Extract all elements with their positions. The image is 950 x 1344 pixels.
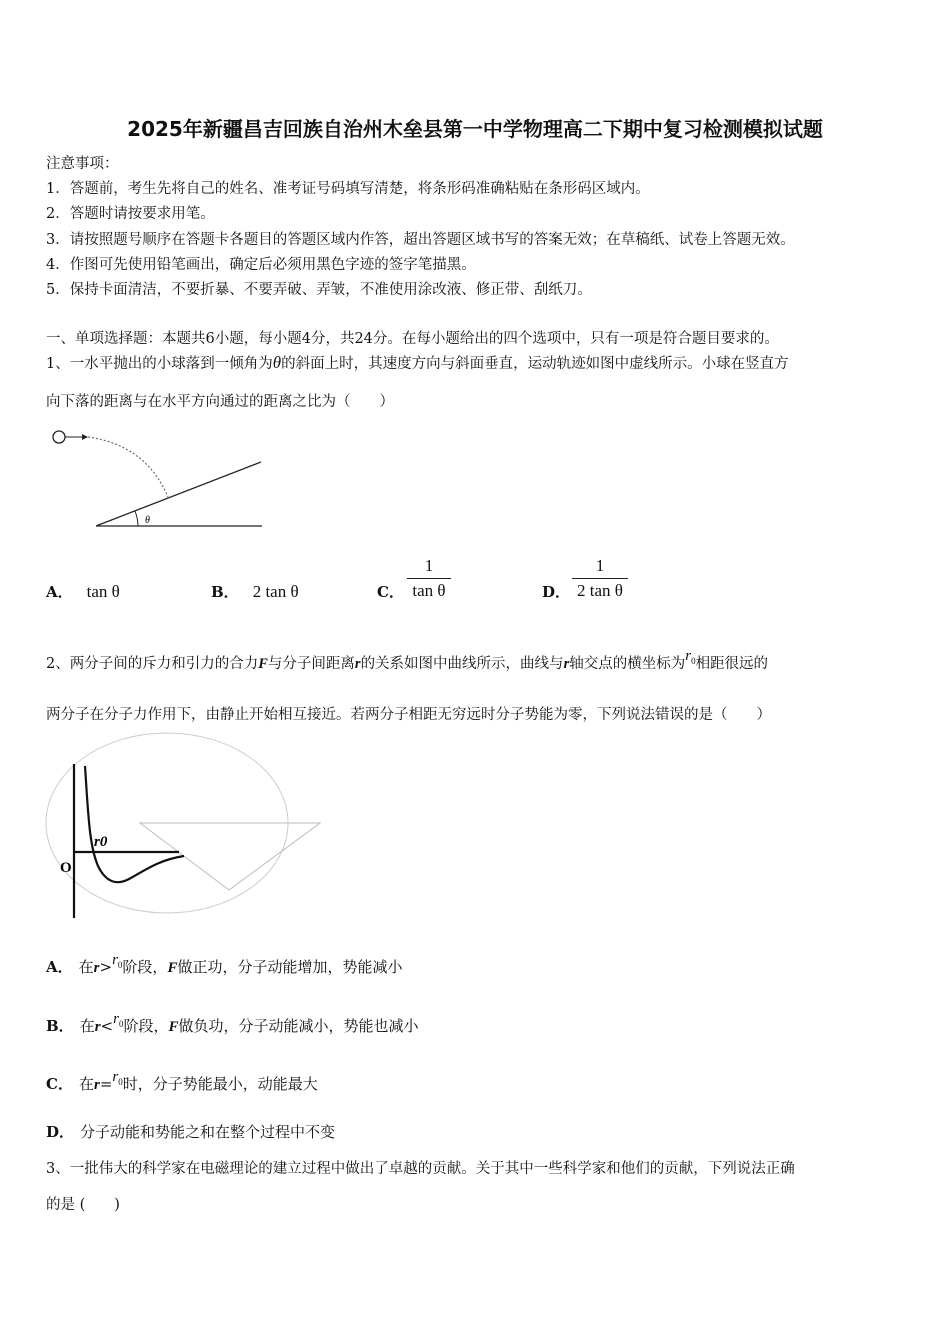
section-heading: 一、单项选择题：本题共6小题，每小题4分，共24分。在每小题给出的四个选项中，只有一项是符合题目要求的。 <box>46 331 779 347</box>
page-title: 2025年新疆昌吉回族自治州木垒县第一中学物理高二下期中复习检测模拟试题 <box>127 117 823 141</box>
notice-item: 4．作图可先使用铅笔画出，确定后必须用黑色字迹的签字笔描黑。 <box>46 257 476 273</box>
ball-icon <box>53 431 65 443</box>
q3-stem-line2: 的是 ( ) <box>46 1197 120 1213</box>
notice-item: 3．请按照题号顺序在答题卡各题目的答题区域内作答，超出答题区域书写的答案无效；在草稿纸、试卷上答题无效。 <box>46 232 795 248</box>
q2-figure-r0: r0 <box>94 834 108 850</box>
notice-item: 5．保持卡面清洁，不要折暴、不要弄破、弄皱，不准使用涂改液、修正带、刮纸刀。 <box>46 282 592 298</box>
q1-option-d[interactable]: D． <box>542 583 571 601</box>
q2-stem-line2: 两分子在分子力作用下，由静止开始相互接近。若两分子相距无穷远时分子势能为零，下列说法错误的是（ ） <box>46 707 771 723</box>
q2-option-d[interactable]: D． 分子动能和势能之和在整个过程中不变 <box>46 1123 336 1141</box>
notice-item: 1．答题前，考生先将自己的姓名、准考证号码填写清楚，将条形码准确粘贴在条形码区域内。 <box>46 181 650 197</box>
q2-option-a[interactable]: A． 在$r>r_0$阶段，F做正功，分子动能增加，势能减小 <box>46 952 403 976</box>
q2-option-b[interactable]: B． 在$r<r_0$阶段，F做负功，分子动能减小，势能也减小 <box>46 1011 419 1035</box>
q3-stem-line1: 3、一批伟大的科学家在电磁理论的建立过程中做出了卓越的贡献。关于其中一些科学家和他们的贡献，下列说法正确 <box>46 1161 795 1177</box>
q2-stem-line1: 2、两分子间的斥力和引力的合力F与分子间距离r的关系如图中曲线所示，曲线与r轴交点的横坐标为$r_0$相距很远的 <box>46 648 769 672</box>
q2-option-c[interactable]: C． 在$r=r_0$时，分子势能最小，动能最大 <box>46 1069 318 1093</box>
theta-symbol: θ <box>272 353 282 372</box>
q1-option-b[interactable]: B． 2 tan θ <box>211 582 299 601</box>
q2-figure-origin: O <box>60 860 72 876</box>
q2-figure-force-curve <box>44 730 326 922</box>
notice-item: 2．答题时请按要求用笔。 <box>46 206 215 222</box>
q1-figure-incline <box>46 425 276 535</box>
r0-symbol: $r_0$ <box>685 648 696 666</box>
q1-stem-line1: 1、一水平抛出的小球落到一倾角为θ的斜面上时，其速度方向与斜面垂直，运动轨迹如图中虚线所示。小球在竖直方 <box>46 353 789 372</box>
q1-figure-theta: θ <box>145 515 150 526</box>
notice-heading: 注意事项： <box>46 156 119 172</box>
q1-stem-line2: 向下落的距离与在水平方向通过的距离之比为（ ） <box>46 394 394 410</box>
q1-option-d-fraction: $\frac{1}{\text{2 tan θ}}$ <box>572 556 628 601</box>
q1-option-c-fraction: $\frac{1}{\text{tan θ}}$ <box>407 556 451 601</box>
q1-option-a[interactable]: A． tan θ <box>46 582 120 601</box>
q1-option-c[interactable]: C． <box>377 583 404 601</box>
